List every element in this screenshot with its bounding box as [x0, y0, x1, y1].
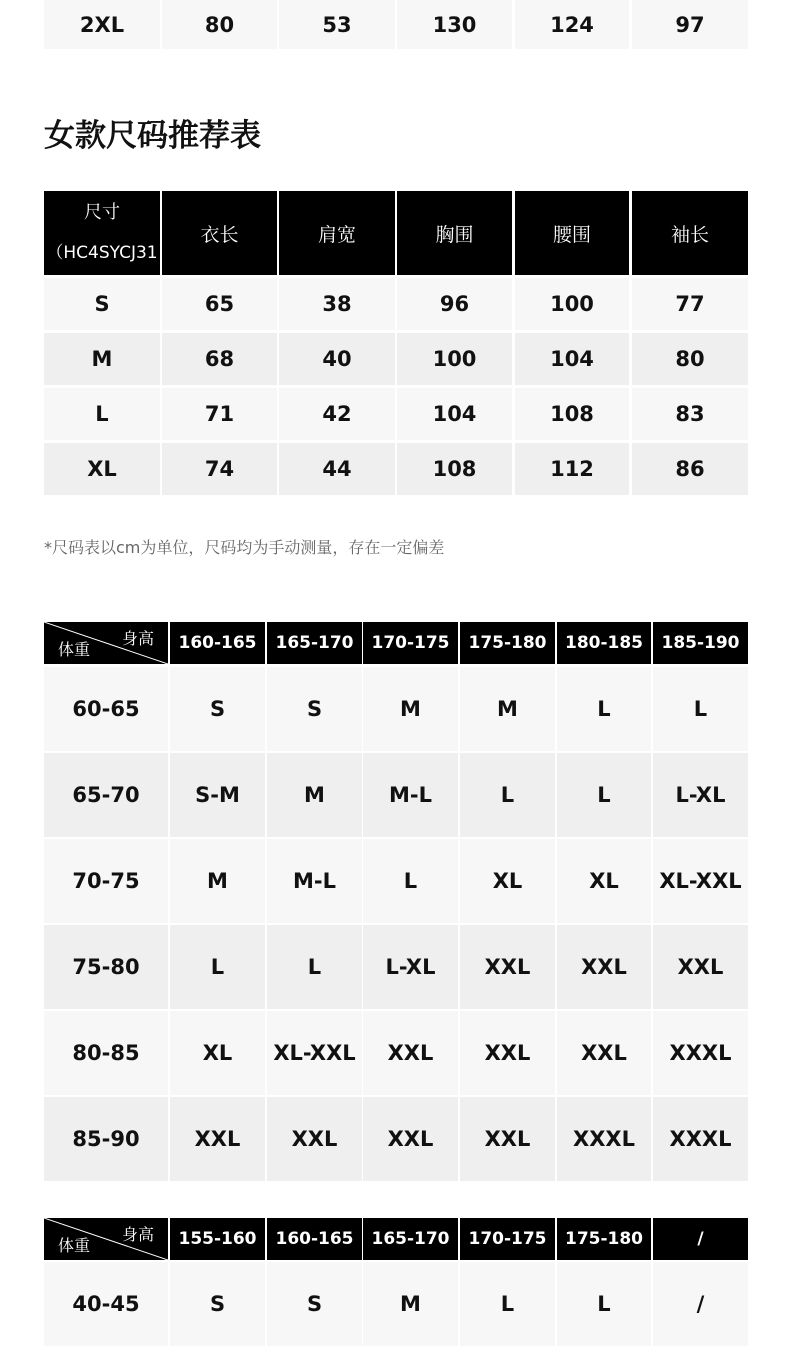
recommended-size-cell: L [557, 753, 651, 837]
measurement-cell: 108 [515, 388, 629, 440]
measurement-cell: 74 [162, 443, 277, 495]
height-range-header: 180-185 [557, 622, 651, 664]
recommended-size-cell: M [363, 1262, 458, 1346]
size-column-header [44, 191, 160, 275]
recommended-size-cell: XXL [653, 925, 748, 1009]
recommended-size-cell: L [557, 1262, 651, 1346]
size-label-cell: M [44, 333, 160, 385]
column-header: 袖长 [632, 191, 748, 275]
height-range-header: 165-170 [267, 622, 362, 664]
size-header-label: 尺寸 [84, 202, 120, 223]
height-range-header: 165-170 [363, 1218, 458, 1260]
recommended-size-cell: XL-XXL [653, 839, 748, 923]
recommended-size-cell: L [460, 753, 555, 837]
column-header: 肩宽 [279, 191, 395, 275]
height-range-header: 160-165 [170, 622, 265, 664]
weight-range-cell: 70-75 [44, 839, 168, 923]
height-label: 身高 [121, 1225, 154, 1244]
height-label: 身高 [121, 629, 154, 648]
measurement-cell: 77 [632, 278, 748, 330]
measurement-cell: 108 [397, 443, 512, 495]
recommended-size-cell: M-L [267, 839, 362, 923]
measurement-cell: 112 [515, 443, 629, 495]
recommended-size-cell: S [267, 1262, 362, 1346]
recommended-size-cell: XXL [363, 1011, 458, 1095]
recommended-size-cell: XXL [267, 1097, 362, 1181]
recommended-size-cell: XXL [557, 1011, 651, 1095]
recommended-size-cell: S [170, 1262, 265, 1346]
measurement-cell: 42 [279, 388, 395, 440]
height-range-header: / [653, 1218, 748, 1260]
recommended-size-cell: XXXL [653, 1097, 748, 1181]
table-cell: 130 [397, 0, 512, 49]
measurement-cell: 100 [397, 333, 512, 385]
height-range-header: 185-190 [653, 622, 748, 664]
height-range-header: 160-165 [267, 1218, 362, 1260]
recommended-size-cell: XXL [460, 925, 555, 1009]
table-cell: 53 [279, 0, 395, 49]
recommended-size-cell: M [267, 753, 362, 837]
recommended-size-cell: S-M [170, 753, 265, 837]
recommended-size-cell: L [557, 667, 651, 751]
recommended-size-cell: M [460, 667, 555, 751]
recommended-size-cell: M-L [363, 753, 458, 837]
recommended-size-cell: S [170, 667, 265, 751]
recommended-size-cell: L [170, 925, 265, 1009]
measurement-cell: 80 [632, 333, 748, 385]
recommended-size-cell: XXL [460, 1011, 555, 1095]
recommended-size-cell: L [460, 1262, 555, 1346]
height-weight-corner-header [44, 1218, 168, 1260]
height-range-header: 175-180 [557, 1218, 651, 1260]
measurement-cell: 96 [397, 278, 512, 330]
table-cell: 2XL [44, 0, 160, 49]
weight-range-cell: 60-65 [44, 667, 168, 751]
weight-range-cell: 40-45 [44, 1262, 168, 1346]
recommended-size-cell: XXL [363, 1097, 458, 1181]
weight-label: 体重 [58, 640, 91, 659]
measurement-cell: 44 [279, 443, 395, 495]
recommended-size-cell: L [653, 667, 748, 751]
measurement-cell: 104 [515, 333, 629, 385]
recommended-size-cell: XXXL [557, 1097, 651, 1181]
recommended-size-cell: L-XL [653, 753, 748, 837]
measurement-cell: 68 [162, 333, 277, 385]
recommended-size-cell: / [653, 1262, 748, 1346]
weight-label: 体重 [58, 1236, 91, 1255]
recommended-size-cell: L [363, 839, 458, 923]
weight-range-cell: 65-70 [44, 753, 168, 837]
recommended-size-cell: XXL [170, 1097, 265, 1181]
women-size-table-title: 女款尺码推荐表 [44, 118, 261, 154]
height-range-header: 175-180 [460, 622, 555, 664]
measurement-cell: 38 [279, 278, 395, 330]
recommended-size-cell: S [267, 667, 362, 751]
measurement-cell: 71 [162, 388, 277, 440]
column-header: 腰围 [515, 191, 629, 275]
measurement-cell: 40 [279, 333, 395, 385]
table-cell: 124 [515, 0, 629, 49]
recommended-size-cell: XL [460, 839, 555, 923]
table-cell: 80 [162, 0, 277, 49]
size-label-cell: XL [44, 443, 160, 495]
height-weight-corner-header [44, 622, 168, 664]
table-cell: 97 [632, 0, 748, 49]
recommended-size-cell: M [363, 667, 458, 751]
recommended-size-cell: L [267, 925, 362, 1009]
size-header-code: （HC4SYCJ31 [46, 243, 158, 263]
recommended-size-cell: XXXL [653, 1011, 748, 1095]
measurement-cell: 65 [162, 278, 277, 330]
recommended-size-cell: L-XL [363, 925, 458, 1009]
recommended-size-cell: XXL [557, 925, 651, 1009]
measurement-cell: 83 [632, 388, 748, 440]
measurement-cell: 100 [515, 278, 629, 330]
weight-range-cell: 75-80 [44, 925, 168, 1009]
height-range-header: 170-175 [363, 622, 458, 664]
recommended-size-cell: XL-XXL [267, 1011, 362, 1095]
height-range-header: 170-175 [460, 1218, 555, 1260]
recommended-size-cell: M [170, 839, 265, 923]
size-label-cell: S [44, 278, 160, 330]
recommended-size-cell: XL [170, 1011, 265, 1095]
recommended-size-cell: XL [557, 839, 651, 923]
column-header: 衣长 [162, 191, 277, 275]
weight-range-cell: 80-85 [44, 1011, 168, 1095]
measurement-cell: 104 [397, 388, 512, 440]
measurement-note: *尺码表以cm为单位，尺码均为手动测量，存在一定偏差 [44, 538, 445, 557]
size-label-cell: L [44, 388, 160, 440]
measurement-cell: 86 [632, 443, 748, 495]
height-range-header: 155-160 [170, 1218, 265, 1260]
weight-range-cell: 85-90 [44, 1097, 168, 1181]
column-header: 胸围 [397, 191, 512, 275]
recommended-size-cell: XXL [460, 1097, 555, 1181]
